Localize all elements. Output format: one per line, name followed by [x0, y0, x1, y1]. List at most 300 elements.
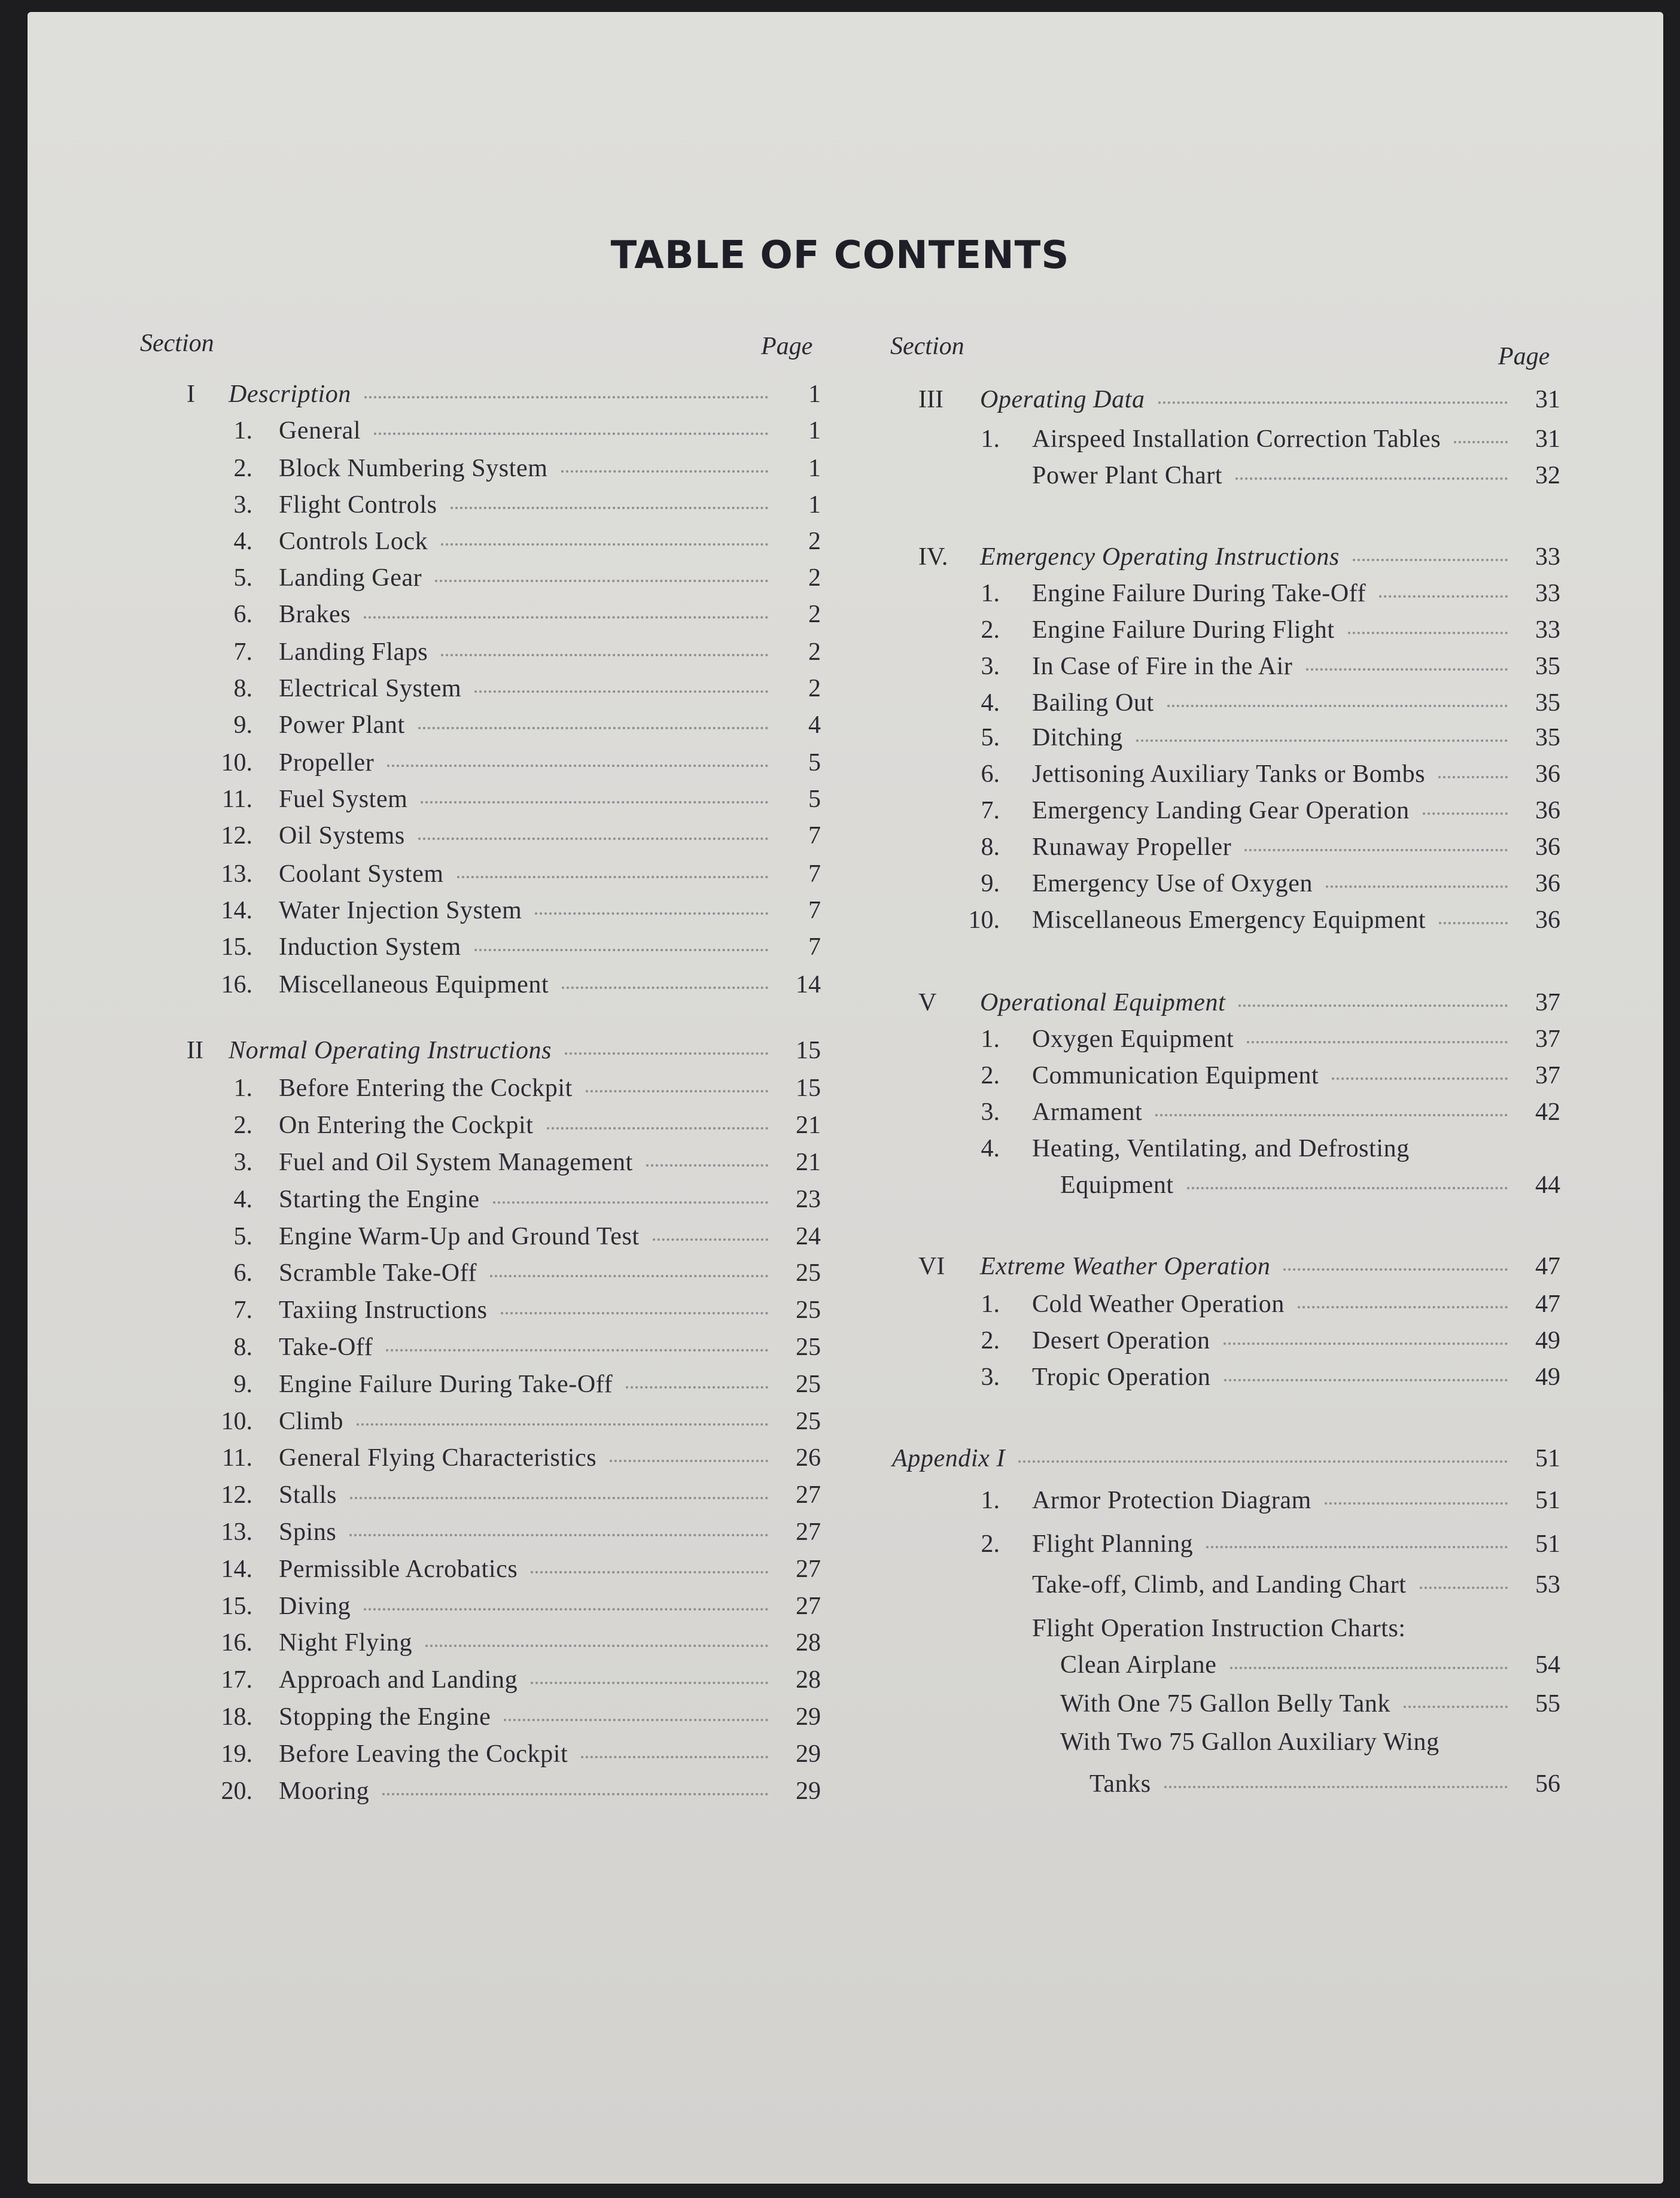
entry-title: Ditching: [1032, 724, 1123, 752]
entry-title: Before Leaving the Cockpit: [279, 1740, 568, 1768]
dot-leader: [374, 433, 768, 435]
entry-title: Jettisoning Auxiliary Tanks or Bombs: [1032, 760, 1426, 789]
dot-leader: [1332, 1077, 1508, 1080]
item-number: 9.: [233, 711, 252, 739]
dot-leader: [418, 838, 768, 840]
page-number: 27: [796, 1481, 821, 1509]
entry-title: Tanks: [1089, 1770, 1151, 1798]
item-number: 2.: [233, 1112, 252, 1140]
entry-title: Taxiing Instructions: [279, 1296, 488, 1325]
entry-title: Water Injection System: [279, 896, 522, 924]
toc-item-row: [1032, 459, 1560, 492]
toc-section-row: [187, 1034, 821, 1067]
toc-item-row: [199, 968, 821, 1001]
item-number: 10.: [221, 1407, 252, 1435]
toc-item-row: [946, 1132, 1560, 1165]
toc-item-row: [1060, 1648, 1560, 1682]
item-number: 2.: [981, 616, 1000, 644]
page-number: 35: [1535, 724, 1560, 752]
page-number: 15: [796, 1037, 821, 1064]
entry-title: Take-Off: [279, 1333, 373, 1361]
toc-item-row: [199, 488, 821, 522]
item-number: 5.: [233, 564, 252, 592]
dot-leader: [1224, 1342, 1508, 1345]
entry-title: Airspeed Installation Correction Tables: [1032, 425, 1441, 453]
toc-section-row: [187, 378, 821, 411]
entry-title: Stalls: [279, 1481, 337, 1509]
page-number: 33: [1535, 616, 1560, 644]
page-number: 1: [808, 416, 821, 445]
toc-item-row: [199, 1220, 821, 1253]
dot-leader: [646, 1164, 768, 1167]
dot-leader: [490, 1275, 768, 1277]
page-number: 14: [796, 970, 821, 998]
dot-leader: [474, 690, 768, 693]
toc-item-row: [946, 794, 1560, 827]
dot-leader: [581, 1756, 768, 1758]
toc-item-row: [199, 1256, 821, 1290]
entry-title: Landing Gear: [279, 564, 422, 592]
page-number: 37: [1535, 989, 1560, 1017]
entry-title: Emergency Operating Instructions: [980, 543, 1340, 571]
toc-item-row: [199, 1405, 821, 1438]
toc-item-row: [1060, 1725, 1560, 1759]
page-number: 49: [1535, 1327, 1560, 1355]
dot-leader: [425, 1645, 768, 1647]
toc-item-row: [199, 1774, 821, 1808]
right-page-header: Page: [1498, 343, 1550, 370]
toc-item-row: [946, 903, 1560, 937]
entry-title: Operational Equipment: [980, 989, 1226, 1017]
item-number: 7.: [233, 638, 252, 666]
dot-leader: [586, 1090, 768, 1092]
item-number: 13.: [221, 1518, 252, 1546]
page-number: 35: [1535, 652, 1560, 680]
dot-leader: [1438, 776, 1508, 778]
toc-item-row: [199, 635, 821, 669]
entry-title: Engine Failure During Flight: [1032, 616, 1335, 644]
dot-leader: [357, 1423, 768, 1426]
entry-title: Induction System: [279, 933, 461, 961]
page-number: 2: [808, 638, 821, 666]
dot-leader: [418, 727, 768, 729]
dot-leader: [387, 765, 768, 767]
item-number: 16.: [221, 970, 252, 998]
dot-leader: [1423, 812, 1508, 815]
page-number: 1: [808, 491, 821, 519]
page-number: 29: [796, 1777, 821, 1805]
item-number: 3.: [233, 1148, 252, 1176]
toc-item-row: [199, 1293, 821, 1327]
page-number: 1: [808, 455, 821, 483]
entry-title: Description: [229, 380, 351, 408]
dot-leader: [382, 1793, 768, 1795]
entry-title: Scramble Take-Off: [279, 1259, 477, 1287]
entry-title: Miscellaneous Equipment: [279, 970, 549, 998]
entry-title: Flight Planning: [1032, 1530, 1194, 1558]
dot-leader: [474, 949, 768, 951]
dot-leader: [1439, 922, 1508, 924]
toc-item-row: [946, 721, 1560, 754]
page-number: 37: [1535, 1025, 1560, 1054]
dot-leader: [1325, 1502, 1508, 1505]
left-section-header: Section: [140, 330, 214, 357]
dot-leader: [364, 616, 768, 619]
toc-item-row: [199, 561, 821, 595]
dot-leader: [349, 1534, 768, 1536]
dot-leader: [501, 1312, 768, 1314]
toc-item-row: [199, 746, 821, 780]
item-number: 4.: [981, 1135, 1000, 1163]
item-number: 20.: [221, 1777, 252, 1805]
dot-leader: [1238, 1004, 1508, 1007]
toc-item-row: [199, 1331, 821, 1364]
entry-title: Approach and Landing: [279, 1666, 518, 1694]
item-number: 1.: [233, 1074, 252, 1103]
entry-title: Communication Equipment: [1032, 1062, 1319, 1090]
page-number: 15: [796, 1074, 821, 1103]
page-number: 27: [796, 1592, 821, 1620]
item-number: 1.: [981, 1487, 1000, 1515]
entry-title: Night Flying: [279, 1629, 413, 1657]
toc-item-row: [199, 1071, 821, 1105]
dot-leader: [547, 1127, 768, 1130]
entry-title: Coolant System: [279, 860, 444, 888]
page-number: 7: [808, 822, 821, 850]
page-number: 24: [796, 1222, 821, 1250]
dot-leader: [1155, 1114, 1508, 1116]
dot-leader: [1306, 668, 1508, 671]
page-number: 7: [808, 896, 821, 924]
dot-leader: [441, 543, 768, 546]
toc-item-row: [946, 1360, 1560, 1394]
page-number: 27: [796, 1518, 821, 1546]
page-number: 4: [808, 711, 821, 739]
entry-title: Bailing Out: [1032, 689, 1154, 717]
toc-item-row: [946, 577, 1560, 610]
toc-item-row: [199, 525, 821, 558]
entry-title: Propeller: [279, 749, 375, 777]
toc-item-row: [946, 830, 1560, 864]
page-number: 29: [796, 1703, 821, 1731]
dot-leader: [451, 507, 768, 509]
item-number: 8.: [233, 1333, 252, 1361]
toc-item-row: [199, 1146, 821, 1179]
entry-title: Extreme Weather Operation: [980, 1252, 1271, 1280]
page-number: 55: [1535, 1690, 1560, 1718]
page-number: 29: [796, 1740, 821, 1768]
toc-item-row: [946, 686, 1560, 720]
item-number: 2.: [981, 1062, 1000, 1090]
toc-item-row: [199, 894, 821, 927]
dot-leader: [535, 912, 768, 915]
item-number: 9.: [981, 870, 1000, 898]
item-number: 2.: [233, 455, 252, 483]
page-title: TABLE OF CONTENTS: [610, 233, 1070, 278]
entry-title: Appendix I: [892, 1445, 1006, 1473]
toc-item-row: [946, 1484, 1560, 1517]
section-numeral: II: [187, 1037, 203, 1064]
toc-item-row: [1089, 1767, 1560, 1801]
page-number: 23: [796, 1185, 821, 1213]
right-section-header: Section: [890, 333, 964, 360]
dot-leader: [653, 1238, 768, 1241]
dot-leader: [531, 1682, 768, 1684]
toc-item-row: [1060, 1168, 1560, 1202]
toc-item-row: [946, 422, 1560, 456]
entry-title: Controls Lock: [279, 528, 428, 556]
page-number: 7: [808, 860, 821, 888]
entry-title: Oil Systems: [279, 822, 405, 850]
item-number: 9.: [233, 1370, 252, 1398]
toc-section-row: [918, 383, 1560, 416]
entry-title: With Two 75 Gallon Auxiliary Wing: [1060, 1728, 1439, 1756]
item-number: 8.: [233, 675, 252, 703]
page-number: 51: [1535, 1487, 1560, 1515]
toc-item-row: [199, 1368, 821, 1401]
item-number: 17.: [221, 1666, 252, 1694]
toc-item-row: [199, 1663, 821, 1697]
item-number: 2.: [981, 1327, 1000, 1355]
entry-title: Take-off, Climb, and Landing Chart: [1032, 1571, 1407, 1599]
dot-leader: [435, 580, 768, 582]
item-number: 10.: [221, 749, 252, 777]
item-number: 4.: [233, 528, 252, 556]
item-number: 3.: [981, 652, 1000, 680]
page-number: 54: [1535, 1651, 1560, 1679]
dot-leader: [610, 1460, 768, 1462]
toc-item-row: [199, 1626, 821, 1660]
page-number: 21: [796, 1148, 821, 1176]
entry-title: Spins: [279, 1518, 337, 1546]
toc-section-row: [918, 540, 1560, 574]
toc-item-row: [199, 452, 821, 485]
toc-item-row: [199, 1441, 821, 1475]
dot-leader: [1247, 1041, 1508, 1043]
section-numeral: VI: [918, 1252, 945, 1280]
dot-leader: [1167, 705, 1508, 707]
page-number: 36: [1535, 870, 1560, 898]
dot-leader: [1348, 632, 1508, 634]
item-number: 12.: [221, 1481, 252, 1509]
page-number: 25: [796, 1370, 821, 1398]
toc-appendix-row: [892, 1442, 1560, 1475]
page-number: 36: [1535, 833, 1560, 861]
item-number: 5.: [233, 1222, 252, 1250]
toc-item-row: [946, 650, 1560, 683]
dot-leader: [457, 876, 768, 878]
entry-title: With One 75 Gallon Belly Tank: [1060, 1690, 1391, 1718]
toc-item-row: [1060, 1687, 1560, 1721]
toc-item-row: [199, 1700, 821, 1734]
entry-title: Equipment: [1060, 1171, 1174, 1200]
page-number: 26: [796, 1444, 821, 1472]
page-number: 35: [1535, 689, 1560, 717]
dot-leader: [1298, 1306, 1508, 1308]
toc-item-row: [199, 708, 821, 742]
page-number: 2: [808, 528, 821, 556]
entry-title: Clean Airplane: [1060, 1651, 1217, 1679]
page-number: 47: [1535, 1290, 1560, 1319]
entry-title: Cold Weather Operation: [1032, 1290, 1285, 1319]
dot-leader: [364, 1608, 768, 1611]
item-number: 1.: [981, 579, 1000, 607]
entry-title: General: [279, 416, 361, 445]
toc-item-row: [946, 1095, 1560, 1129]
toc-item-row: [199, 1515, 821, 1549]
dot-leader: [1454, 441, 1508, 443]
item-number: 19.: [221, 1740, 252, 1768]
toc-item-row: [199, 1478, 821, 1512]
entry-title: Normal Operating Instructions: [229, 1037, 552, 1064]
entry-title: Landing Flaps: [279, 638, 428, 666]
section-numeral: I: [187, 380, 195, 408]
item-number: 3.: [981, 1098, 1000, 1127]
item-number: 3.: [233, 491, 252, 519]
entry-title: General Flying Characteristics: [279, 1444, 597, 1472]
page-number: 42: [1535, 1098, 1560, 1127]
entry-title: Emergency Landing Gear Operation: [1032, 797, 1410, 825]
toc-item-row: [199, 598, 821, 631]
page-number: 28: [796, 1629, 821, 1657]
dot-leader: [1353, 559, 1508, 561]
page-number: 36: [1535, 760, 1560, 789]
entry-title: Miscellaneous Emergency Equipment: [1032, 906, 1426, 934]
entry-title: Climb: [279, 1407, 344, 1435]
entry-title: Permissible Acrobatics: [279, 1555, 518, 1583]
entry-title: On Entering the Cockpit: [279, 1112, 534, 1140]
page-number: 2: [808, 564, 821, 592]
item-number: 7.: [981, 797, 1000, 825]
toc-item-row: [199, 414, 821, 447]
entry-title: Fuel and Oil System Management: [279, 1148, 633, 1176]
dot-leader: [1136, 739, 1508, 742]
toc-item-row: [946, 613, 1560, 647]
toc-item-row: [946, 1324, 1560, 1357]
item-number: 4.: [233, 1185, 252, 1213]
page-number: 56: [1535, 1770, 1560, 1798]
entry-title: Stopping the Engine: [279, 1703, 491, 1731]
toc-item-row: [199, 672, 821, 705]
page-number: 47: [1535, 1252, 1560, 1280]
entry-title: Brakes: [279, 601, 351, 629]
entry-title: Armor Protection Diagram: [1032, 1487, 1311, 1515]
dot-leader: [441, 654, 768, 656]
section-numeral: III: [918, 386, 944, 414]
dot-leader: [1244, 849, 1508, 851]
entry-title: Desert Operation: [1032, 1327, 1210, 1355]
toc-item-row: [199, 857, 821, 891]
item-number: 18.: [221, 1703, 252, 1731]
item-number: 11.: [222, 786, 252, 814]
entry-title: Runaway Propeller: [1032, 833, 1232, 861]
page-number: 36: [1535, 797, 1560, 825]
toc-item-row: [946, 867, 1560, 900]
page-number: 2: [808, 601, 821, 629]
entry-title: Starting the Engine: [279, 1185, 480, 1213]
item-number: 15.: [221, 933, 252, 961]
dot-leader: [1235, 477, 1508, 480]
toc-item-row: [1032, 1612, 1560, 1645]
item-number: 6.: [233, 1259, 252, 1287]
page-number: 5: [808, 749, 821, 777]
item-number: 2.: [981, 1530, 1000, 1558]
dot-leader: [504, 1719, 768, 1721]
dot-leader: [531, 1571, 768, 1573]
page-number: 25: [796, 1259, 821, 1287]
section-numeral: IV.: [918, 543, 948, 571]
entry-title: Diving: [279, 1592, 351, 1620]
page-number: 25: [796, 1407, 821, 1435]
entry-title: Flight Operation Instruction Charts:: [1032, 1614, 1406, 1642]
item-number: 1.: [233, 416, 252, 445]
toc-item-row: [946, 757, 1560, 791]
entry-title: Heating, Ventilating, and Defrosting: [1032, 1135, 1410, 1163]
dot-leader: [1326, 885, 1508, 888]
toc-item-row: [946, 1022, 1560, 1056]
toc-item-row: [946, 1527, 1560, 1561]
toc-section-row: [918, 1250, 1560, 1283]
dot-leader: [1283, 1268, 1508, 1271]
page-number: 1: [808, 380, 821, 408]
item-number: 1.: [981, 1290, 1000, 1319]
dot-leader: [565, 1052, 768, 1055]
toc-item-row: [199, 783, 821, 816]
item-number: 15.: [221, 1592, 252, 1620]
dot-leader: [364, 396, 768, 398]
section-numeral: V: [918, 989, 937, 1017]
item-number: 5.: [981, 724, 1000, 752]
item-number: 6.: [981, 760, 1000, 789]
dot-leader: [1187, 1187, 1508, 1189]
page-number: 2: [808, 675, 821, 703]
entry-title: Flight Controls: [279, 491, 437, 519]
page-number: 28: [796, 1666, 821, 1694]
page-number: 25: [796, 1333, 821, 1361]
item-number: 14.: [221, 896, 252, 924]
page-number: 37: [1535, 1062, 1560, 1090]
dot-leader: [350, 1497, 768, 1499]
entry-title: Engine Failure During Take-Off: [1032, 579, 1366, 607]
toc-item-row: [1032, 1568, 1560, 1602]
dot-leader: [561, 470, 768, 473]
toc-item-row: [199, 819, 821, 853]
item-number: 13.: [221, 860, 252, 888]
item-number: 10.: [968, 906, 1000, 934]
page-number: 21: [796, 1112, 821, 1140]
page-number: 31: [1535, 425, 1560, 453]
entry-title: In Case of Fire in the Air: [1032, 652, 1293, 680]
toc-item-row: [946, 1059, 1560, 1092]
toc-item-row: [199, 1183, 821, 1216]
item-number: 4.: [981, 689, 1000, 717]
page-number: 5: [808, 786, 821, 814]
toc-item-row: [199, 1552, 821, 1586]
page-number: 53: [1535, 1571, 1560, 1599]
dot-leader: [421, 801, 768, 803]
entry-title: Electrical System: [279, 675, 462, 703]
dot-leader: [1224, 1379, 1508, 1381]
dot-leader: [1164, 1786, 1508, 1788]
page-number: 33: [1535, 579, 1560, 607]
dot-leader: [1230, 1667, 1508, 1669]
page-number: 25: [796, 1296, 821, 1325]
entry-title: Engine Failure During Take-Off: [279, 1370, 613, 1398]
page-number: 7: [808, 933, 821, 961]
toc-item-row: [199, 930, 821, 964]
page-number: 27: [796, 1555, 821, 1583]
dot-leader: [1379, 595, 1508, 598]
